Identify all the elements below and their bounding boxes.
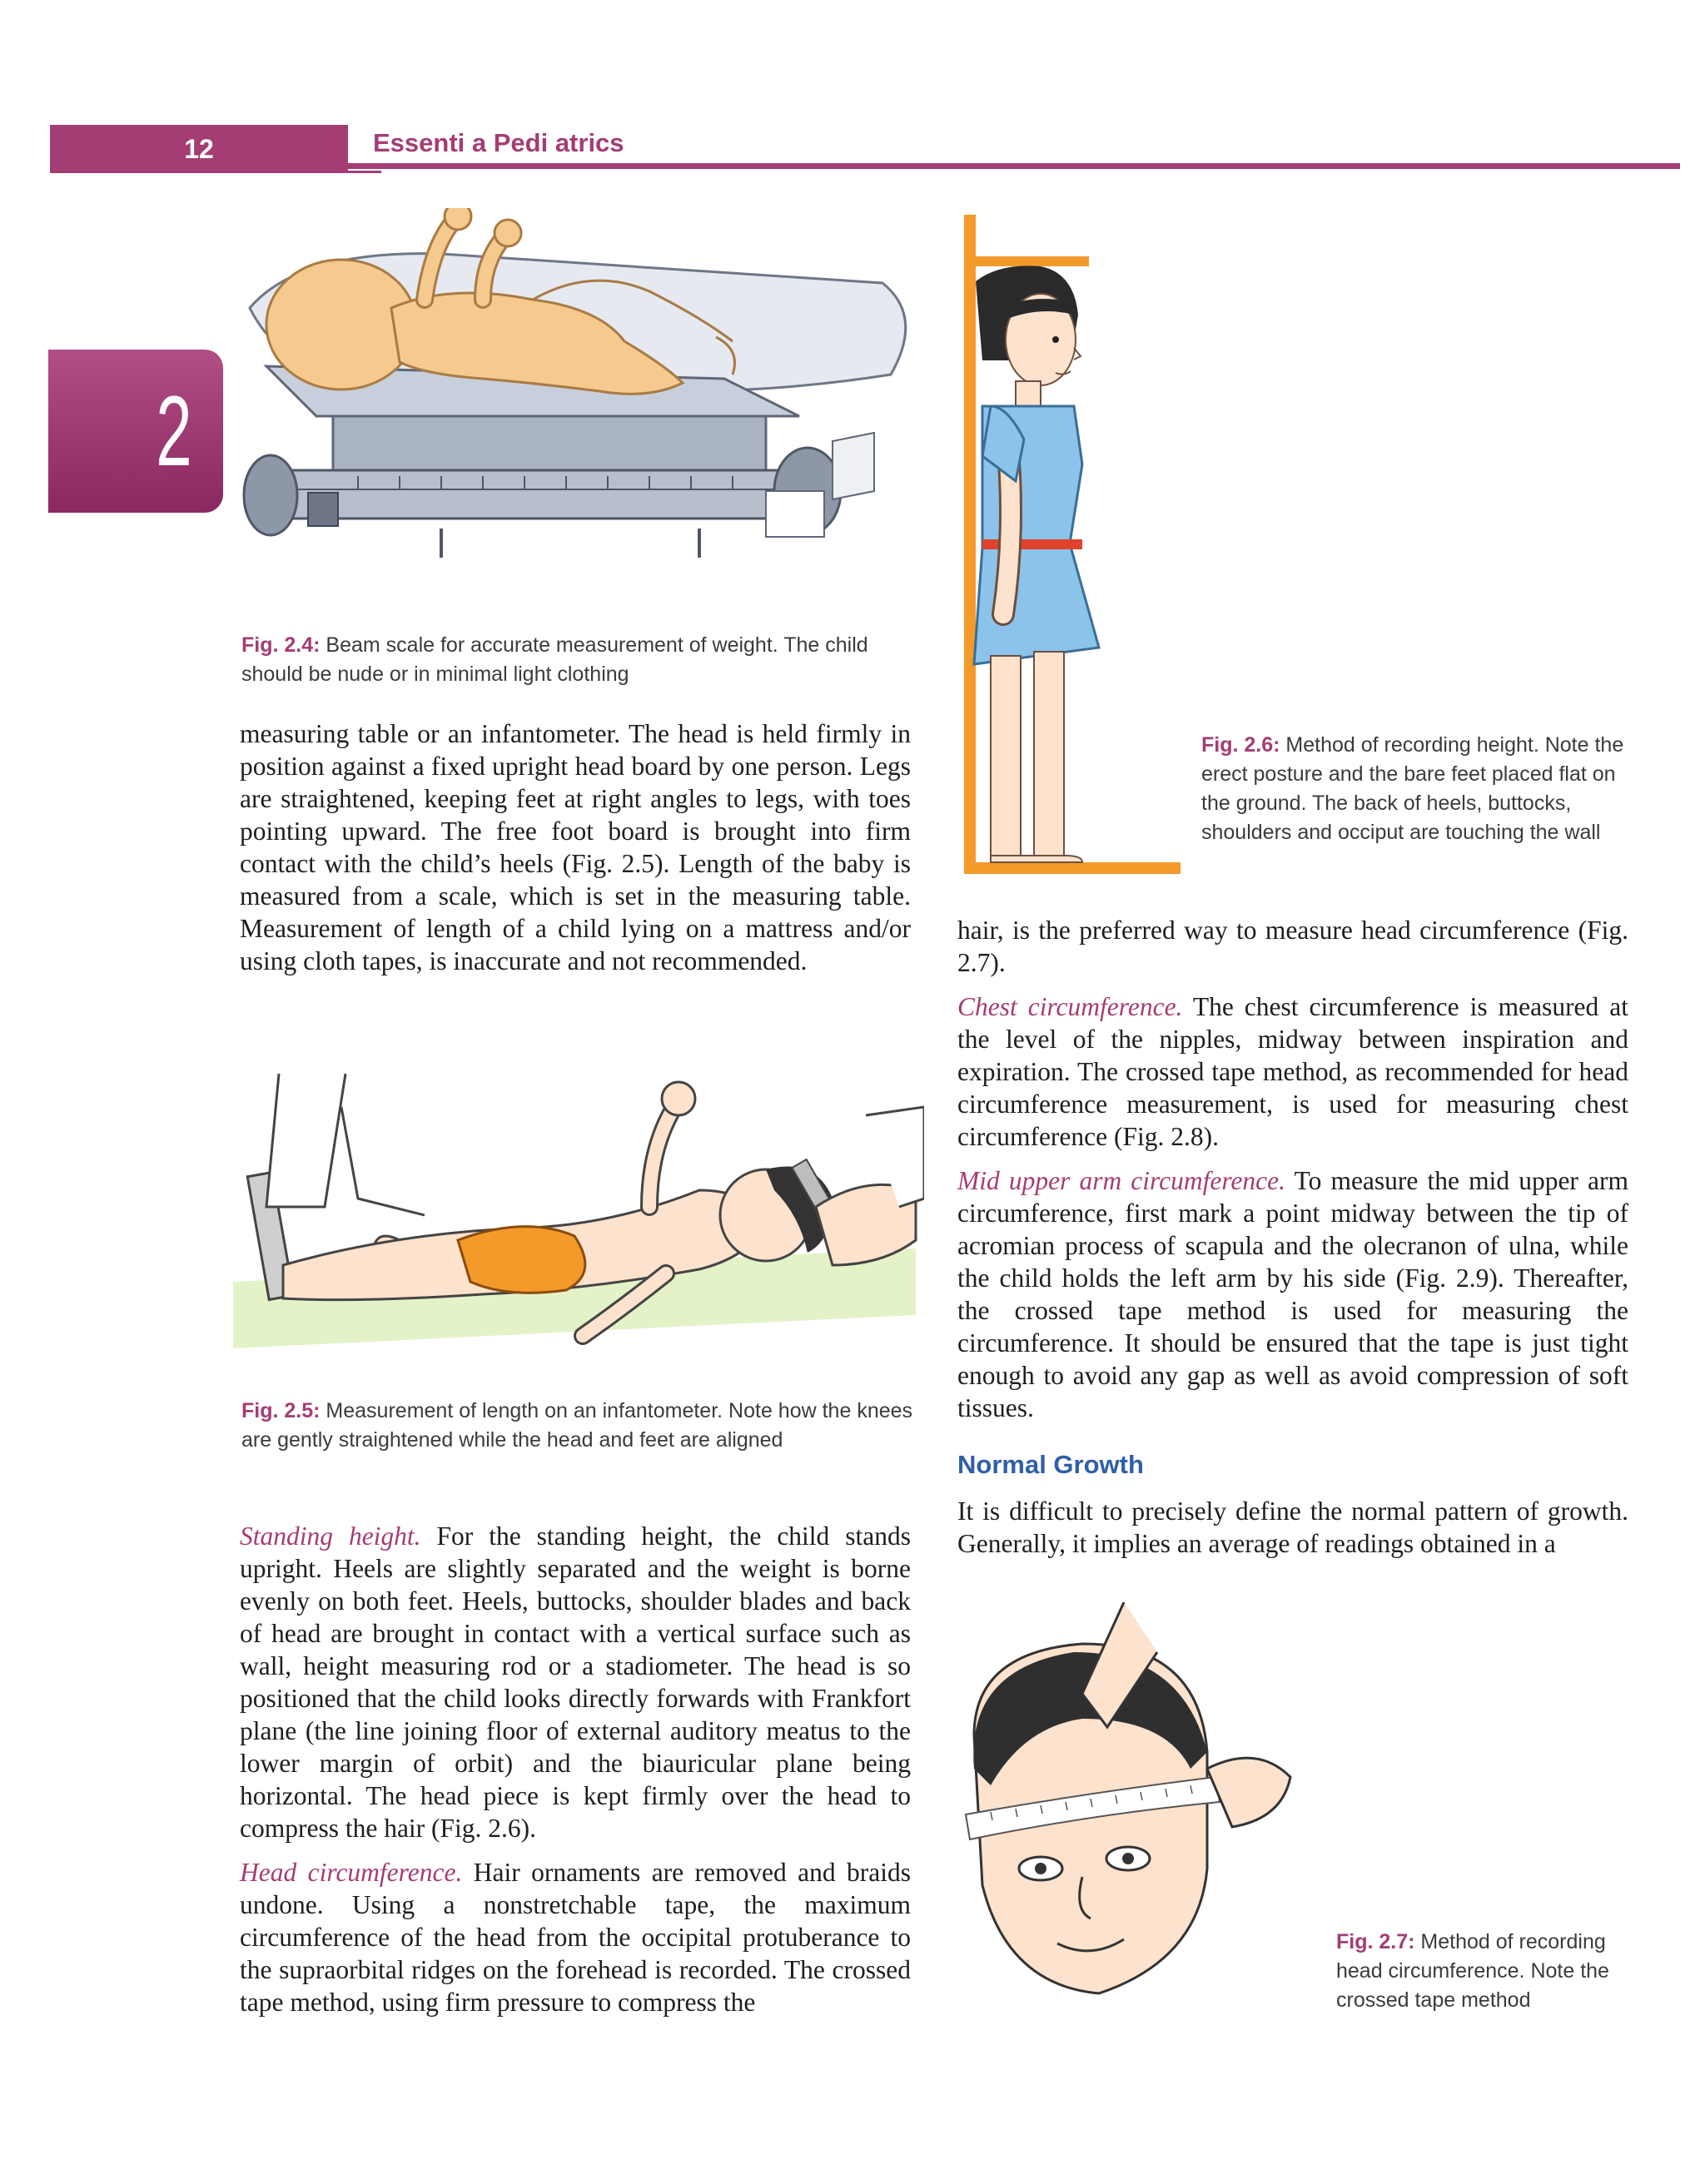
fig-2-7-caption: [1336, 1928, 1636, 2015]
left-column-text-bottom: [240, 1520, 911, 2030]
chest-circumference-term: Chest circumference.: [957, 992, 1183, 1021]
running-head-book-title: Essenti a Pedi atrics: [373, 128, 624, 157]
fig-2-7-caption-text: Method of recording head circumference. Note the crossed tape method: [1336, 1930, 1609, 2012]
fig-2-6-caption-text: Method of recording height. Note the erect posture and the bare feet placed flat on the ground. The back of heels, buttocks, shoulders and occiput are touching the wall: [1201, 733, 1624, 844]
fig-2-4-caption-text: Beam scale for accurate measurement of weight. The child should be nude or in minimal light clothing: [241, 633, 868, 686]
para-head-circumference: [240, 1856, 911, 2018]
para-chest-circumference: [957, 990, 1628, 1153]
para-length-measurement: measuring table or an infantometer. The head is held firmly in position against a fixed upright head board by one person. Legs are straightened, keeping feet at right angles to legs, with toes pointing upward. The free foot board is brought into firm contact with the child’s heels (Fig. 2.5). Length of the baby is measured from a scale, which is set in the measuring table. Measurement of length of a child lying on a mattress and/or using cloth tapes, is inaccurate and not recommended.: [240, 719, 911, 975]
fig-2-6-caption: [1201, 731, 1634, 847]
standing-height-text: For the standing height, the child stands upright. Heels are slightly separated and the weight is borne evenly on both feet. Heels, buttocks, shoulder blades and back of head are brought in contact with a vertical surface such as wall, height measuring rod or a stadiometer. The head is so positioned that the child looks directly forwards with Frankfort plane (the line joining floor of external auditory meatus to the lower margin of orbit) and the biauricular plane being horizontal. The head piece is kept firmly over the head to compress the hair (Fig. 2.6).: [240, 1521, 911, 1843]
para-normal-growth: It is difficult to precisely define the normal pattern of growth. Generally, it implies an average of readings obtained in a: [957, 1497, 1628, 1558]
chest-circumference-text: The chest circumference is measured at the level of the nipples, midway between inspiration and expiration. The crossed tape method, as recommended for head circumference measurement, is used for measuring chest circumference (Fig. 2.8).: [957, 992, 1629, 1151]
mid-upper-arm-text: To measure the mid upper arm circumference, first mark a point midway between the tip of acromian process of scapula and the olecranon of ulna, while the child holds the left arm by his side (Fig. 2.9). Thereafter, the crossed tape method is used for measuring the circumference. It should be ensured that the tape is just tight enough to avoid any gap as well as avoid compression of soft tissues.: [957, 1166, 1628, 1422]
left-column-text-top: [240, 717, 911, 989]
right-column-text: [957, 914, 1628, 1436]
para-standing-height: [240, 1520, 911, 1844]
fig-2-5-caption-text: Measurement of length on an infantometer. Note how the knees are gently straightened while the head and feet are aligned: [241, 1399, 913, 1452]
fig-2-4-caption: [241, 631, 924, 689]
head-circumference-term: Head circumference.: [240, 1858, 463, 1887]
fig-2-6-label: Fig. 2.6:: [1201, 733, 1280, 757]
head-circumference-text: Hair ornaments are removed and braids undone. Using a nonstretchable tape, the maximum circumference of the head from the occipital protuberance to the supraorbital ridges on the forehead is recorded. The crossed tape method, using firm pressure to compress the: [240, 1858, 912, 2017]
fig-2-7-label: Fig. 2.7:: [1336, 1930, 1415, 1953]
fig-2-6-height-illustration: [957, 215, 1182, 881]
para-head-circ-continued: hair, is the preferred way to measure head circumference (Fig. 2.7).: [957, 916, 1628, 977]
fig-2-5-infantometer-illustration: [233, 1074, 924, 1390]
mid-upper-arm-term: Mid upper arm circumference.: [957, 1166, 1285, 1195]
chapter-number: 2: [156, 375, 192, 487]
fig-2-4-label: Fig. 2.4:: [241, 633, 321, 657]
fig-2-5-caption: [241, 1397, 924, 1455]
standing-height-term: Standing height.: [240, 1521, 421, 1551]
page-number: 12: [184, 134, 214, 164]
section-heading-normal-growth: Normal Growth: [957, 1450, 1144, 1479]
header-rule: [348, 163, 1680, 169]
para-mid-upper-arm: [957, 1164, 1628, 1424]
fig-2-5-label: Fig. 2.5:: [241, 1399, 321, 1422]
header-rule-accent: [348, 171, 381, 173]
fig-2-7-head-circumference-illustration: [957, 1602, 1307, 2014]
fig-2-4-beam-scale-illustration: [233, 208, 924, 608]
